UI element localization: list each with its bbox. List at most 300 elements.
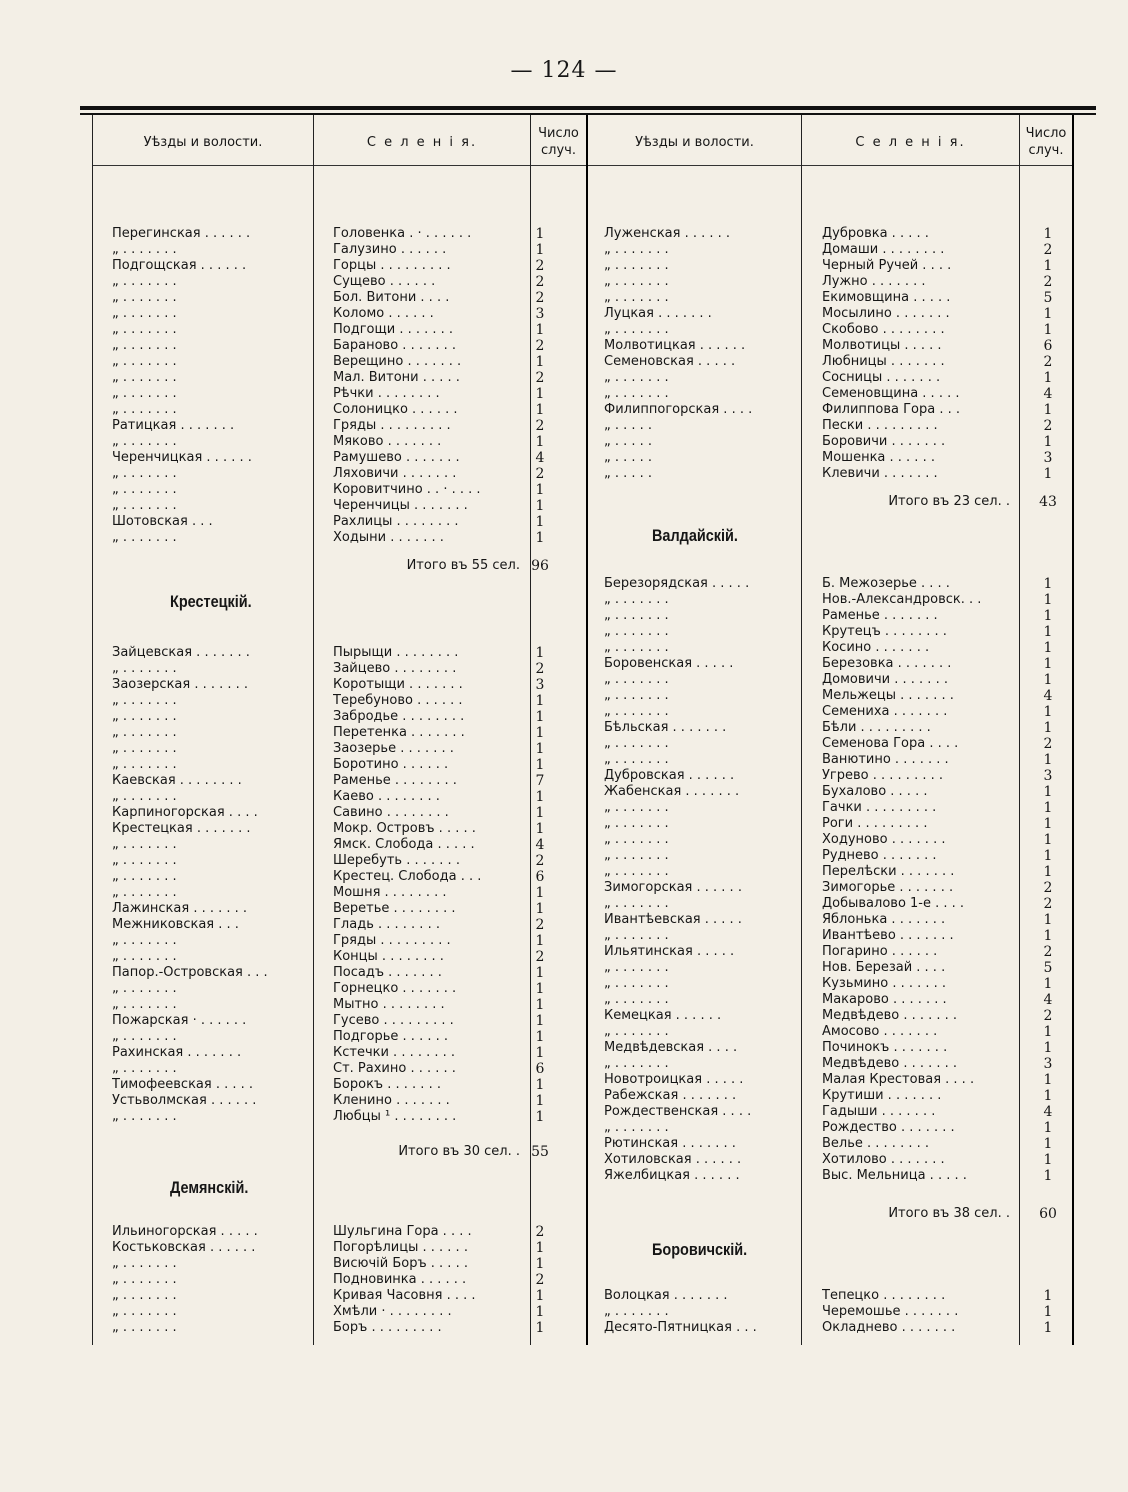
district-cell: „ . . . . . . .: [604, 322, 669, 337]
district-cell: Хотиловская . . . . . .: [604, 1152, 742, 1167]
count-cell: 1: [1043, 306, 1053, 322]
count-cell: 1: [535, 242, 545, 258]
district-cell: „ . . . . . . .: [604, 624, 669, 639]
village-cell: Ванютино . . . . . . .: [822, 752, 949, 767]
district-cell: „ . . . . . . .: [112, 370, 177, 385]
district-cell: „ . . . . . . .: [112, 869, 177, 884]
count-cell: 2: [535, 274, 545, 290]
count-cell: 2: [535, 466, 545, 482]
district-cell: Каевская . . . . . . . .: [112, 773, 242, 788]
page-number: — 124 —: [510, 58, 618, 83]
count-cell: 1: [1043, 576, 1053, 592]
count-cell: 1: [1043, 466, 1053, 482]
header-count-sublabel: случ.: [541, 143, 576, 158]
village-cell: Гряды . . . . . . . . .: [333, 933, 451, 948]
district-cell: „ . . . . . . .: [604, 1304, 669, 1319]
village-cell: Горцы . . . . . . . . .: [333, 258, 451, 273]
district-cell: „ . . . . . . .: [604, 960, 669, 975]
district-cell: „ . . . . . . .: [112, 306, 177, 321]
village-cell: Клевичи . . . . . . .: [822, 466, 938, 481]
village-cell: Рахлицы . . . . . . . .: [333, 514, 459, 529]
count-cell: 1: [1043, 1320, 1053, 1336]
village-cell: Крутиши . . . . . . .: [822, 1088, 942, 1103]
district-cell: Семеновская . . . . .: [604, 354, 736, 369]
count-cell: 1: [535, 402, 545, 418]
count-cell: 1: [1043, 322, 1053, 338]
header-count-label: Число: [538, 126, 579, 141]
village-cell: Погарино . . . . . .: [822, 944, 938, 959]
district-cell: „ . . . . . . .: [604, 992, 669, 1007]
count-cell: 2: [535, 1272, 545, 1288]
district-cell: Бѣльская . . . . . . .: [604, 720, 727, 735]
total-count: 43: [1039, 494, 1057, 510]
district-cell: „ . . . . . . .: [112, 1256, 177, 1271]
district-cell: Рождественская . . . .: [604, 1104, 752, 1119]
village-cell: Семеновщина . . . . .: [822, 386, 960, 401]
village-cell: Косино . . . . . . .: [822, 640, 930, 655]
village-cell: Любцы ¹ . . . . . . . .: [333, 1109, 457, 1124]
count-cell: 1: [535, 1093, 545, 1109]
count-cell: 2: [1043, 274, 1053, 290]
count-cell: 6: [535, 869, 545, 885]
district-cell: „ . . . . . . .: [112, 949, 177, 964]
count-cell: 1: [535, 645, 545, 661]
count-cell: 1: [1043, 928, 1053, 944]
district-cell: „ . . . . . . .: [604, 1056, 669, 1071]
count-cell: 1: [535, 1288, 545, 1304]
district-cell: „ . . . . . . .: [604, 258, 669, 273]
district-cell: Костьковская . . . . . .: [112, 1240, 256, 1255]
count-cell: 1: [1043, 816, 1053, 832]
district-cell: „ . . . . . . .: [112, 757, 177, 772]
village-cell: Галузино . . . . . .: [333, 242, 447, 257]
village-cell: Висючій Боръ . . . . .: [333, 1256, 468, 1271]
village-cell: Борокъ . . . . . . .: [333, 1077, 441, 1092]
district-cell: „ . . . . .: [604, 450, 653, 465]
village-cell: Гусево . . . . . . . . .: [333, 1013, 454, 1028]
count-cell: 1: [535, 1077, 545, 1093]
count-cell: 1: [535, 789, 545, 805]
village-cell: Савино . . . . . . . .: [333, 805, 449, 820]
village-cell: Боротино . . . . . .: [333, 757, 449, 772]
district-cell: „ . . . . . . .: [112, 1288, 177, 1303]
count-cell: 1: [1043, 1152, 1053, 1168]
district-cell: „ . . . . . . .: [112, 482, 177, 497]
header-count-sublabel: случ.: [1028, 143, 1064, 158]
village-cell: Раменье . . . . . . .: [822, 608, 938, 623]
village-cell: Шеребуть . . . . . . .: [333, 853, 460, 868]
count-cell: 3: [535, 677, 545, 693]
district-cell: „ . . . . .: [604, 418, 653, 433]
count-cell: 1: [1043, 800, 1053, 816]
village-cell: Крестец. Слобода . . .: [333, 869, 482, 884]
district-cell: „ . . . . . . .: [112, 386, 177, 401]
village-cell: Рѣчки . . . . . . . .: [333, 386, 440, 401]
village-cell: Рождество . . . . . . .: [822, 1120, 955, 1135]
village-cell: Мельжецы . . . . . . .: [822, 688, 954, 703]
count-cell: 1: [535, 498, 545, 514]
district-cell: „ . . . . . . .: [112, 661, 177, 676]
village-cell: Горнецко . . . . . . .: [333, 981, 457, 996]
district-cell: „ . . . . . . .: [112, 1272, 177, 1287]
district-cell: Филиппогорская . . . .: [604, 402, 753, 417]
village-cell: Березовка . . . . . . .: [822, 656, 952, 671]
district-cell: „ . . . . . . .: [112, 498, 177, 513]
district-cell: „ . . . . . . .: [604, 592, 669, 607]
district-cell: Зимогорская . . . . . .: [604, 880, 742, 895]
district-cell: „ . . . . . . .: [604, 242, 669, 257]
count-cell: 2: [535, 258, 545, 274]
village-cell: Боръ . . . . . . . . .: [333, 1320, 442, 1335]
village-cell: Мошня . . . . . . . .: [333, 885, 447, 900]
count-cell: 1: [535, 709, 545, 725]
village-cell: Верещино . . . . . . .: [333, 354, 462, 369]
count-cell: 1: [535, 1013, 545, 1029]
village-cell: Семениха . . . . . . .: [822, 704, 948, 719]
total-label: Итого въ 38 сел. .: [888, 1206, 1010, 1221]
count-cell: 2: [1043, 242, 1053, 258]
district-cell: Боровенская . . . . .: [604, 656, 734, 671]
count-cell: 4: [1043, 386, 1053, 402]
count-cell: 1: [535, 354, 545, 370]
header-count-left: [531, 120, 586, 164]
count-cell: 2: [535, 290, 545, 306]
district-cell: „ . . . . . . .: [112, 322, 177, 337]
total-count: 96: [531, 558, 549, 574]
district-cell: „ . . . . . . .: [604, 704, 669, 719]
district-cell: „ . . . . . . .: [112, 885, 177, 900]
district-heading: Демянскій.: [170, 1178, 249, 1197]
table-border-left: [92, 115, 93, 1345]
district-cell: „ . . . . . . .: [112, 338, 177, 353]
village-cell: Гачки . . . . . . . . .: [822, 800, 937, 815]
village-cell: Концы . . . . . . . .: [333, 949, 444, 964]
village-cell: Дубровка . . . . .: [822, 226, 929, 241]
district-cell: Подгощская . . . . . .: [112, 258, 247, 273]
village-cell: Коротыщи . . . . . . .: [333, 677, 463, 692]
count-cell: 1: [1043, 1024, 1053, 1040]
village-cell: Головенка . · . . . . . .: [333, 226, 472, 241]
count-cell: 2: [535, 338, 545, 354]
count-cell: 1: [1043, 704, 1053, 720]
count-cell: 2: [1043, 880, 1053, 896]
village-cell: Хмѣли · . . . . . . . .: [333, 1304, 452, 1319]
count-cell: 1: [1043, 640, 1053, 656]
village-cell: Кстечки . . . . . . . .: [333, 1045, 456, 1060]
count-cell: 1: [535, 725, 545, 741]
col-line-1: [313, 115, 314, 1345]
district-cell: „ . . . . . . .: [112, 402, 177, 417]
village-cell: Макарово . . . . . . .: [822, 992, 947, 1007]
count-cell: 1: [535, 997, 545, 1013]
village-cell: Выс. Мельница . . . . .: [822, 1168, 967, 1183]
village-cell: Угрево . . . . . . . . .: [822, 768, 943, 783]
district-cell: Заозерская . . . . . . .: [112, 677, 249, 692]
count-cell: 4: [1043, 1104, 1053, 1120]
count-cell: 1: [535, 1320, 545, 1336]
district-cell: Карпиногорская . . . .: [112, 805, 258, 820]
village-cell: Амосово . . . . . . .: [822, 1024, 938, 1039]
count-cell: 3: [1043, 450, 1053, 466]
count-cell: 3: [1043, 768, 1053, 784]
count-cell: 2: [535, 418, 545, 434]
total-count: 55: [531, 1144, 549, 1160]
count-cell: 1: [535, 322, 545, 338]
count-cell: 1: [1043, 402, 1053, 418]
col-line-3: [586, 115, 588, 1345]
count-cell: 1: [1043, 1136, 1053, 1152]
count-cell: 4: [535, 450, 545, 466]
count-cell: 1: [1043, 848, 1053, 864]
header-divider: [92, 165, 1074, 166]
district-cell: Новотроицкая . . . . .: [604, 1072, 744, 1087]
village-cell: Кленино . . . . . . .: [333, 1093, 450, 1108]
village-cell: Нов.-Александровск. . .: [822, 592, 982, 607]
district-cell: „ . . . . . . .: [604, 290, 669, 305]
village-cell: Починокъ . . . . . . .: [822, 1040, 948, 1055]
village-cell: Крутецъ . . . . . . . .: [822, 624, 947, 639]
village-cell: Филиппова Гора . . .: [822, 402, 961, 417]
village-cell: Лужно . . . . . . .: [822, 274, 926, 289]
count-cell: 1: [1043, 672, 1053, 688]
count-cell: 1: [1043, 1168, 1053, 1184]
count-cell: 2: [535, 853, 545, 869]
district-cell: Рабежская . . . . . . .: [604, 1088, 737, 1103]
village-cell: Ст. Рахино . . . . . .: [333, 1061, 456, 1076]
district-cell: Ильятинская . . . . .: [604, 944, 735, 959]
district-cell: Зайцевская . . . . . . .: [112, 645, 250, 660]
district-cell: „ . . . . . . .: [112, 1304, 177, 1319]
count-cell: 1: [535, 226, 545, 242]
count-cell: 1: [535, 965, 545, 981]
district-cell: Волоцкая . . . . . . .: [604, 1288, 728, 1303]
district-cell: „ . . . . . . .: [112, 853, 177, 868]
village-cell: Подгорье . . . . . .: [333, 1029, 449, 1044]
village-cell: Раменье . . . . . . . .: [333, 773, 457, 788]
district-cell: Межниковская . . .: [112, 917, 239, 932]
district-cell: „ . . . . . . .: [604, 800, 669, 815]
district-cell: „ . . . . . . .: [604, 1024, 669, 1039]
count-cell: 5: [1043, 290, 1053, 306]
count-cell: 1: [1043, 624, 1053, 640]
village-cell: Коломо . . . . . .: [333, 306, 434, 321]
count-cell: 1: [535, 434, 545, 450]
village-cell: Нов. Березай . . . .: [822, 960, 946, 975]
village-cell: Мытно . . . . . . . .: [333, 997, 445, 1012]
village-cell: Теребуново . . . . . .: [333, 693, 463, 708]
village-cell: Перетенка . . . . . . .: [333, 725, 465, 740]
district-cell: Пожарская · . . . . . .: [112, 1013, 247, 1028]
village-cell: Посадъ . . . . . . .: [333, 965, 442, 980]
district-cell: „ . . . . . . .: [112, 725, 177, 740]
district-cell: „ . . . . .: [604, 466, 653, 481]
village-cell: Домаши . . . . . . . .: [822, 242, 945, 257]
village-cell: Домовичи . . . . . . .: [822, 672, 948, 687]
district-cell: Шотовская . . .: [112, 514, 213, 529]
village-cell: Ляховичи . . . . . . .: [333, 466, 457, 481]
district-cell: Перегинская . . . . . .: [112, 226, 251, 241]
district-cell: „ . . . . . . .: [604, 1120, 669, 1135]
header-villages-left: С е л е н і я.: [366, 134, 478, 150]
count-cell: 5: [1043, 960, 1053, 976]
district-cell: „ . . . . . . .: [112, 274, 177, 289]
count-cell: 1: [535, 805, 545, 821]
count-cell: 4: [1043, 688, 1053, 704]
district-cell: „ . . . . . . .: [112, 709, 177, 724]
count-cell: 3: [535, 306, 545, 322]
count-cell: 1: [535, 933, 545, 949]
district-cell: „ . . . . . . .: [112, 466, 177, 481]
district-cell: „ . . . . . . .: [604, 640, 669, 655]
district-cell: „ . . . . . . .: [604, 752, 669, 767]
count-cell: 1: [1043, 258, 1053, 274]
village-cell: Екимовщина . . . . .: [822, 290, 951, 305]
count-cell: 1: [535, 757, 545, 773]
district-cell: „ . . . . . . .: [112, 354, 177, 369]
count-cell: 1: [1043, 864, 1053, 880]
village-cell: Роги . . . . . . . . .: [822, 816, 928, 831]
village-cell: Перелѣски . . . . . . .: [822, 864, 955, 879]
count-cell: 1: [1043, 434, 1053, 450]
village-cell: Солоницко . . . . . .: [333, 402, 458, 417]
top-rule-thin: [80, 113, 1096, 115]
count-cell: 1: [535, 386, 545, 402]
district-cell: „ . . . . . . .: [604, 816, 669, 831]
district-cell: „ . . . . . . .: [112, 789, 177, 804]
col-line-4: [801, 115, 802, 1345]
district-cell: „ . . . . . . .: [604, 832, 669, 847]
count-cell: 1: [535, 1256, 545, 1272]
village-cell: Окладнево . . . . . . .: [822, 1320, 956, 1335]
district-cell: „ . . . . . . .: [604, 274, 669, 289]
district-cell: „ . . . . . . .: [604, 736, 669, 751]
village-cell: Яблонька . . . . . . .: [822, 912, 946, 927]
count-cell: 2: [1043, 1008, 1053, 1024]
village-cell: Боровичи . . . . . . .: [822, 434, 946, 449]
header-districts-left: Уѣзды и волости.: [143, 134, 263, 150]
village-cell: Рамушево . . . . . . .: [333, 450, 460, 465]
count-cell: 1: [535, 821, 545, 837]
district-cell: „ . . . . . . .: [112, 837, 177, 852]
count-cell: 1: [1043, 720, 1053, 736]
count-cell: 1: [1043, 1120, 1053, 1136]
count-cell: 6: [1043, 338, 1053, 354]
village-cell: Пырыщи . . . . . . . .: [333, 645, 459, 660]
header-districts-right: Уѣзды и волости.: [635, 134, 754, 150]
district-cell: „ . . . . . . .: [112, 1109, 177, 1124]
header-count-right: [1020, 120, 1072, 164]
district-cell: Крестецкая . . . . . . .: [112, 821, 251, 836]
count-cell: 1: [535, 1029, 545, 1045]
district-cell: Молвотицкая . . . . . .: [604, 338, 746, 353]
village-cell: Подгощи . . . . . . .: [333, 322, 454, 337]
count-cell: 4: [535, 837, 545, 853]
village-cell: Мосылино . . . . . . .: [822, 306, 950, 321]
district-cell: Лажинская . . . . . . .: [112, 901, 248, 916]
village-cell: Коровитчино . . · . . . .: [333, 482, 481, 497]
village-cell: Гладь . . . . . . . .: [333, 917, 440, 932]
district-cell: „ . . . . . . .: [112, 1061, 177, 1076]
district-cell: „ . . . . . . .: [604, 848, 669, 863]
total-label: Итого въ 55 сел.: [406, 558, 520, 573]
district-cell: „ . . . . . . .: [112, 997, 177, 1012]
count-cell: 2: [535, 1224, 545, 1240]
count-cell: 2: [535, 917, 545, 933]
count-cell: 1: [535, 981, 545, 997]
village-cell: Сосницы . . . . . . .: [822, 370, 941, 385]
count-cell: 2: [535, 370, 545, 386]
village-cell: Черный Ручей . . . .: [822, 258, 952, 273]
district-cell: Ильиногорская . . . . .: [112, 1224, 258, 1239]
village-cell: Веретье . . . . . . . .: [333, 901, 456, 916]
district-cell: „ . . . . . . .: [604, 386, 669, 401]
district-cell: Десято-Пятницкая . . .: [604, 1320, 757, 1335]
village-cell: Кривая Часовня . . . .: [333, 1288, 476, 1303]
count-cell: 1: [1043, 1072, 1053, 1088]
village-cell: Погорѣлицы . . . . . .: [333, 1240, 468, 1255]
count-cell: 1: [535, 901, 545, 917]
village-cell: Семенова Гора . . . .: [822, 736, 959, 751]
village-cell: Бол. Витони . . . .: [333, 290, 450, 305]
district-cell: Медвѣдевская . . . .: [604, 1040, 738, 1055]
district-cell: „ . . . . . . .: [112, 981, 177, 996]
district-cell: Устьволмская . . . . . .: [112, 1093, 257, 1108]
district-cell: „ . . . . . . .: [604, 928, 669, 943]
village-cell: Пески . . . . . . . . .: [822, 418, 938, 433]
header-villages-right: С е л е н і я.: [855, 134, 966, 150]
district-cell: „ . . . . . . .: [604, 370, 669, 385]
village-cell: Зимогорье . . . . . . .: [822, 880, 954, 895]
district-cell: „ . . . . . . .: [112, 693, 177, 708]
count-cell: 1: [1043, 912, 1053, 928]
table-border-right: [1072, 115, 1074, 1345]
village-cell: Зайцево . . . . . . . .: [333, 661, 457, 676]
district-cell: „ . . . . . . .: [604, 608, 669, 623]
count-cell: 1: [535, 1045, 545, 1061]
count-cell: 1: [1043, 1088, 1053, 1104]
district-cell: „ . . . . . . .: [112, 933, 177, 948]
district-cell: „ . . . . . . .: [604, 864, 669, 879]
village-cell: Малая Крестовая . . . .: [822, 1072, 975, 1087]
district-cell: Жабенская . . . . . . .: [604, 784, 740, 799]
village-cell: Заозерье . . . . . . .: [333, 741, 454, 756]
district-cell: „ . . . . . . .: [604, 672, 669, 687]
count-cell: 2: [1043, 944, 1053, 960]
district-cell: „ . . . . .: [604, 434, 653, 449]
count-cell: 3: [1043, 1056, 1053, 1072]
district-cell: Рютинская . . . . . . .: [604, 1136, 736, 1151]
district-cell: Рахинская . . . . . . .: [112, 1045, 242, 1060]
col-line-5: [1019, 115, 1020, 1345]
count-cell: 1: [535, 1240, 545, 1256]
count-cell: 1: [1043, 1288, 1053, 1304]
count-cell: 2: [535, 949, 545, 965]
village-cell: Руднево . . . . . . .: [822, 848, 937, 863]
village-cell: Шульгина Гора . . . .: [333, 1224, 472, 1239]
count-cell: 1: [1043, 976, 1053, 992]
district-cell: Ратицкая . . . . . . .: [112, 418, 235, 433]
village-cell: Черенчицы . . . . . . .: [333, 498, 468, 513]
count-cell: 1: [535, 482, 545, 498]
district-cell: Ивантѣевская . . . . .: [604, 912, 742, 927]
district-heading: Валдайскій.: [652, 526, 738, 545]
count-cell: 1: [535, 530, 545, 546]
district-cell: „ . . . . . . .: [112, 242, 177, 257]
count-cell: 1: [535, 514, 545, 530]
village-cell: Бухалово . . . . .: [822, 784, 928, 799]
count-cell: 1: [535, 741, 545, 757]
village-cell: Любницы . . . . . . .: [822, 354, 945, 369]
